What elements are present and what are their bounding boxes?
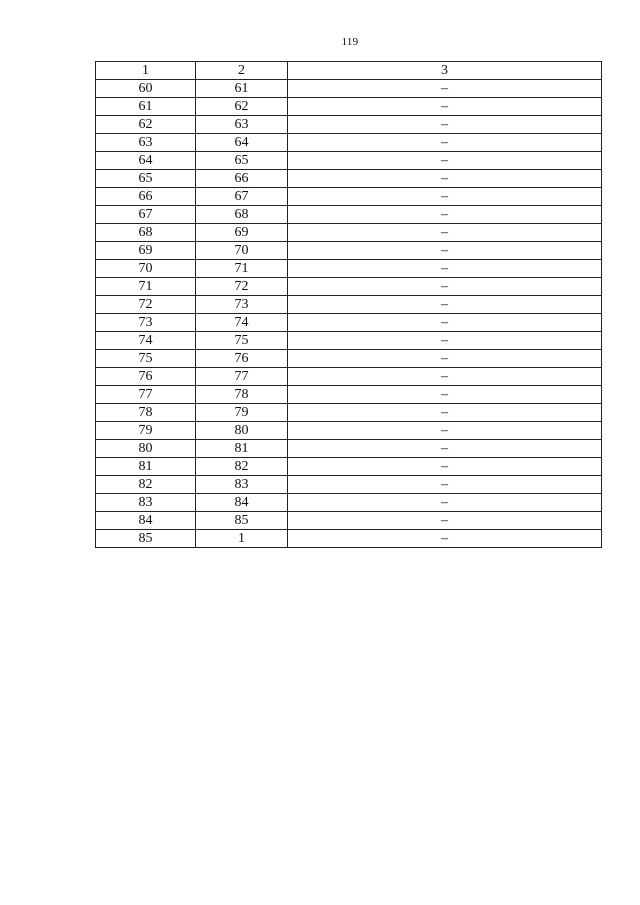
table-header-row (96, 62, 602, 80)
table-cell-col-3: – (288, 116, 602, 134)
table-cell-col-1: 63 (96, 134, 196, 152)
table-row (96, 296, 602, 314)
table-row (96, 494, 602, 512)
table-cell-col-1: 67 (96, 206, 196, 224)
column-header-1: 1 (96, 62, 196, 80)
table-row (96, 404, 602, 422)
table-cell-col-2: 80 (196, 422, 288, 440)
table-row (96, 242, 602, 260)
table-row (96, 368, 602, 386)
table-cell-col-3: – (288, 530, 602, 548)
table-cell-col-1: 61 (96, 98, 196, 116)
table-cell-col-1: 80 (96, 440, 196, 458)
table-cell-col-3: – (288, 422, 602, 440)
table-cell-col-3: – (288, 134, 602, 152)
table-cell-col-2: 69 (196, 224, 288, 242)
table-cell-col-3: – (288, 260, 602, 278)
table-cell-col-2: 62 (196, 98, 288, 116)
table-row (96, 440, 602, 458)
table-cell-col-2: 68 (196, 206, 288, 224)
table-cell-col-3: – (288, 440, 602, 458)
table-cell-col-1: 76 (96, 368, 196, 386)
table-row (96, 170, 602, 188)
table-row (96, 80, 602, 98)
table-cell-col-3: – (288, 152, 602, 170)
table-cell-col-2: 82 (196, 458, 288, 476)
table-cell-col-1: 74 (96, 332, 196, 350)
table-cell-col-2: 70 (196, 242, 288, 260)
table-cell-col-3: – (288, 278, 602, 296)
table-cell-col-3: – (288, 98, 602, 116)
table-cell-col-1: 84 (96, 512, 196, 530)
table-cell-col-1: 77 (96, 386, 196, 404)
table-cell-col-2: 79 (196, 404, 288, 422)
table-row (96, 260, 602, 278)
table-cell-col-1: 71 (96, 278, 196, 296)
table-cell-col-2: 1 (196, 530, 288, 548)
table-cell-col-2: 75 (196, 332, 288, 350)
table-cell-col-2: 61 (196, 80, 288, 98)
table-cell-col-2: 84 (196, 494, 288, 512)
table-cell-col-3: – (288, 368, 602, 386)
table-cell-col-1: 70 (96, 260, 196, 278)
table-cell-col-1: 72 (96, 296, 196, 314)
table-cell-col-2: 71 (196, 260, 288, 278)
table-cell-col-1: 66 (96, 188, 196, 206)
table-cell-col-1: 73 (96, 314, 196, 332)
table-cell-col-1: 68 (96, 224, 196, 242)
table-cell-col-2: 66 (196, 170, 288, 188)
table-row (96, 278, 602, 296)
table-row (96, 116, 602, 134)
table-cell-col-3: – (288, 386, 602, 404)
table-cell-col-2: 77 (196, 368, 288, 386)
table-row (96, 206, 602, 224)
table-row (96, 314, 602, 332)
table-row (96, 134, 602, 152)
table-cell-col-3: – (288, 494, 602, 512)
table-cell-col-1: 60 (96, 80, 196, 98)
table-cell-col-2: 78 (196, 386, 288, 404)
column-header-2: 2 (196, 62, 288, 80)
table-cell-col-3: – (288, 458, 602, 476)
table-cell-col-1: 65 (96, 170, 196, 188)
table-cell-col-1: 79 (96, 422, 196, 440)
table-cell-col-1: 64 (96, 152, 196, 170)
table-cell-col-2: 67 (196, 188, 288, 206)
table-cell-col-2: 85 (196, 512, 288, 530)
table-row (96, 422, 602, 440)
table-cell-col-1: 81 (96, 458, 196, 476)
table-row (96, 188, 602, 206)
data-table (95, 61, 602, 548)
table-row (96, 152, 602, 170)
table-row (96, 332, 602, 350)
table-cell-col-1: 83 (96, 494, 196, 512)
table-cell-col-3: – (288, 350, 602, 368)
table-cell-col-3: – (288, 188, 602, 206)
table-cell-col-1: 82 (96, 476, 196, 494)
table-cell-col-3: – (288, 296, 602, 314)
table-cell-col-3: – (288, 512, 602, 530)
table-row (96, 458, 602, 476)
table-cell-col-2: 83 (196, 476, 288, 494)
page-number: 119 (341, 36, 359, 48)
table-cell-col-3: – (288, 224, 602, 242)
table-row (96, 476, 602, 494)
table-cell-col-2: 74 (196, 314, 288, 332)
table-cell-col-1: 62 (96, 116, 196, 134)
table-row (96, 224, 602, 242)
table-row (96, 512, 602, 530)
table-cell-col-3: – (288, 404, 602, 422)
table-cell-col-2: 72 (196, 278, 288, 296)
table-row (96, 98, 602, 116)
table-row (96, 530, 602, 548)
table-cell-col-2: 81 (196, 440, 288, 458)
table-cell-col-3: – (288, 476, 602, 494)
table-cell-col-2: 63 (196, 116, 288, 134)
column-header-3: 3 (288, 62, 602, 80)
table-cell-col-2: 64 (196, 134, 288, 152)
table-row (96, 386, 602, 404)
table-body (96, 80, 602, 548)
table-cell-col-3: – (288, 314, 602, 332)
table-cell-col-3: – (288, 170, 602, 188)
table-cell-col-1: 69 (96, 242, 196, 260)
table-cell-col-1: 75 (96, 350, 196, 368)
table-cell-col-3: – (288, 242, 602, 260)
table-cell-col-3: – (288, 332, 602, 350)
table-cell-col-2: 76 (196, 350, 288, 368)
table-cell-col-1: 78 (96, 404, 196, 422)
table-cell-col-3: – (288, 206, 602, 224)
table-cell-col-2: 73 (196, 296, 288, 314)
table-row (96, 350, 602, 368)
table-cell-col-1: 85 (96, 530, 196, 548)
table-cell-col-3: – (288, 80, 602, 98)
table-cell-col-2: 65 (196, 152, 288, 170)
